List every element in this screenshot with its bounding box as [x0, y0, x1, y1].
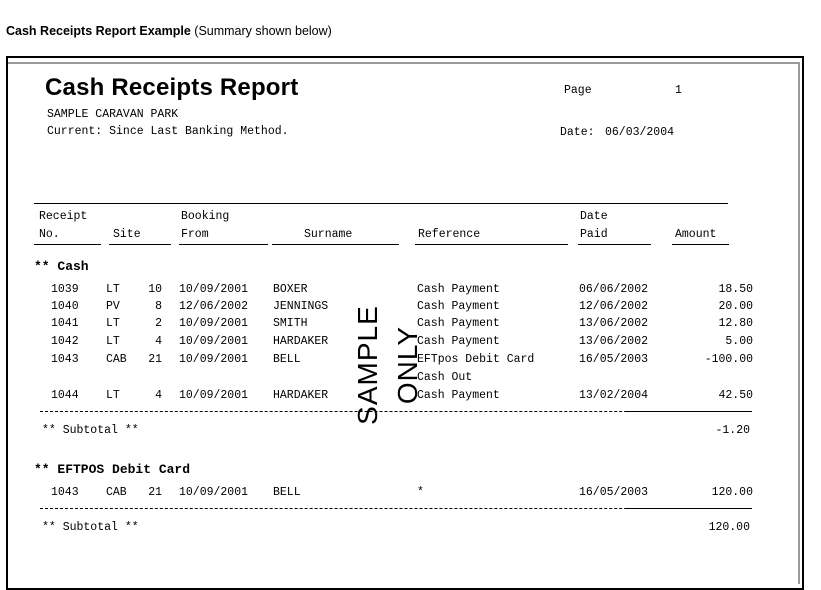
- subtotal-rule: [626, 411, 752, 412]
- receipt-no: 1039: [51, 283, 79, 296]
- reference: Cash Payment: [417, 335, 500, 348]
- amount: 5.00: [725, 335, 753, 348]
- amount: 42.50: [718, 389, 753, 402]
- subtotal-rule: [626, 508, 752, 509]
- site-code: LT: [106, 283, 120, 296]
- amount: 18.50: [718, 283, 753, 296]
- col-receipt-line2: No.: [39, 228, 60, 241]
- receipt-no: 1043: [51, 486, 79, 499]
- booking-from: 10/09/2001: [179, 353, 249, 366]
- col-booking-line2: From: [181, 228, 209, 241]
- site-code: LT: [106, 317, 120, 330]
- date-paid: 12/06/2002: [579, 300, 649, 313]
- booking-from: 10/09/2001: [179, 283, 249, 296]
- report-date: 06/03/2004: [605, 126, 675, 139]
- amount: 12.80: [718, 317, 753, 330]
- subtotal-label: ** Subtotal **: [42, 521, 139, 534]
- col-date-line1: Date: [580, 210, 608, 223]
- col-reference: Reference: [418, 228, 481, 241]
- section-heading-eftpos: ** EFTPOS Debit Card: [34, 462, 191, 477]
- col-rule: [109, 244, 171, 245]
- receipt-no: 1040: [51, 300, 79, 313]
- caption-title: Cash Receipts Report Example: [6, 24, 191, 38]
- surname: HARDAKER: [273, 335, 329, 348]
- surname: BELL: [273, 353, 301, 366]
- page-label: Page: [564, 84, 592, 97]
- sample-watermark: SAMPLE ONLY: [352, 305, 423, 425]
- site-code: PV: [106, 300, 120, 313]
- amount: 120.00: [711, 486, 753, 499]
- col-receipt-line1: Receipt: [39, 210, 88, 223]
- date-label: Date:: [560, 126, 595, 139]
- site-number: 21: [148, 353, 162, 366]
- col-rule: [672, 244, 729, 245]
- site-code: LT: [106, 389, 120, 402]
- reference: *: [417, 486, 424, 499]
- site-number: 8: [155, 300, 162, 313]
- col-amount: Amount: [675, 228, 717, 241]
- reference: Cash Payment: [417, 317, 500, 330]
- date-paid: 13/02/2004: [579, 389, 649, 402]
- col-booking-line1: Booking: [181, 210, 230, 223]
- receipt-no: 1043: [51, 353, 79, 366]
- site-code: CAB: [106, 353, 127, 366]
- col-rule: [415, 244, 568, 245]
- col-date-line2: Paid: [580, 228, 608, 241]
- page-caption: [6, 24, 332, 38]
- site-number: 2: [155, 317, 162, 330]
- reference: Cash Payment: [417, 389, 500, 402]
- site-number: 4: [155, 389, 162, 402]
- booking-from: 10/09/2001: [179, 389, 249, 402]
- page-number: 1: [675, 84, 682, 97]
- receipt-no: 1042: [51, 335, 79, 348]
- surname: JENNINGS: [273, 300, 329, 313]
- amount: 20.00: [718, 300, 753, 313]
- reference: EFTpos Debit Card: [417, 353, 535, 366]
- report-title: Cash Receipts Report: [45, 74, 299, 101]
- date-paid: 06/06/2002: [579, 283, 649, 296]
- col-surname: Surname: [304, 228, 353, 241]
- reference: Cash Payment: [417, 300, 500, 313]
- surname: HARDAKER: [273, 389, 329, 402]
- receipt-no: 1041: [51, 317, 79, 330]
- booking-from: 10/09/2001: [179, 317, 249, 330]
- booking-from: 12/06/2002: [179, 300, 249, 313]
- booking-from: 10/09/2001: [179, 486, 249, 499]
- date-paid: 13/06/2002: [579, 335, 649, 348]
- date-paid: 16/05/2003: [579, 486, 649, 499]
- site-code: LT: [106, 335, 120, 348]
- col-rule: [34, 244, 101, 245]
- subtotal-label: ** Subtotal **: [42, 424, 139, 437]
- header-rule: [34, 203, 728, 204]
- subtotal-amount: 120.00: [708, 521, 750, 534]
- site-number: 10: [148, 283, 162, 296]
- reference: Cash Out: [417, 371, 473, 384]
- site-number: 21: [148, 486, 162, 499]
- park-name: SAMPLE CARAVAN PARK: [47, 108, 179, 121]
- surname: BELL: [273, 486, 301, 499]
- current-method: Current: Since Last Banking Method.: [47, 125, 289, 138]
- col-rule: [272, 244, 399, 245]
- amount: -100.00: [704, 353, 753, 366]
- surname: SMITH: [273, 317, 308, 330]
- surname: BOXER: [273, 283, 308, 296]
- reference: Cash Payment: [417, 283, 500, 296]
- booking-from: 10/09/2001: [179, 335, 249, 348]
- section-heading-cash: ** Cash: [34, 259, 89, 274]
- receipt-no: 1044: [51, 389, 79, 402]
- site-code: CAB: [106, 486, 127, 499]
- date-paid: 16/05/2003: [579, 353, 649, 366]
- col-rule: [179, 244, 268, 245]
- caption-subtitle: (Summary shown below): [194, 24, 332, 38]
- col-rule: [578, 244, 651, 245]
- subtotal-amount: -1.20: [715, 424, 750, 437]
- col-site: Site: [113, 228, 141, 241]
- date-paid: 13/06/2002: [579, 317, 649, 330]
- site-number: 4: [155, 335, 162, 348]
